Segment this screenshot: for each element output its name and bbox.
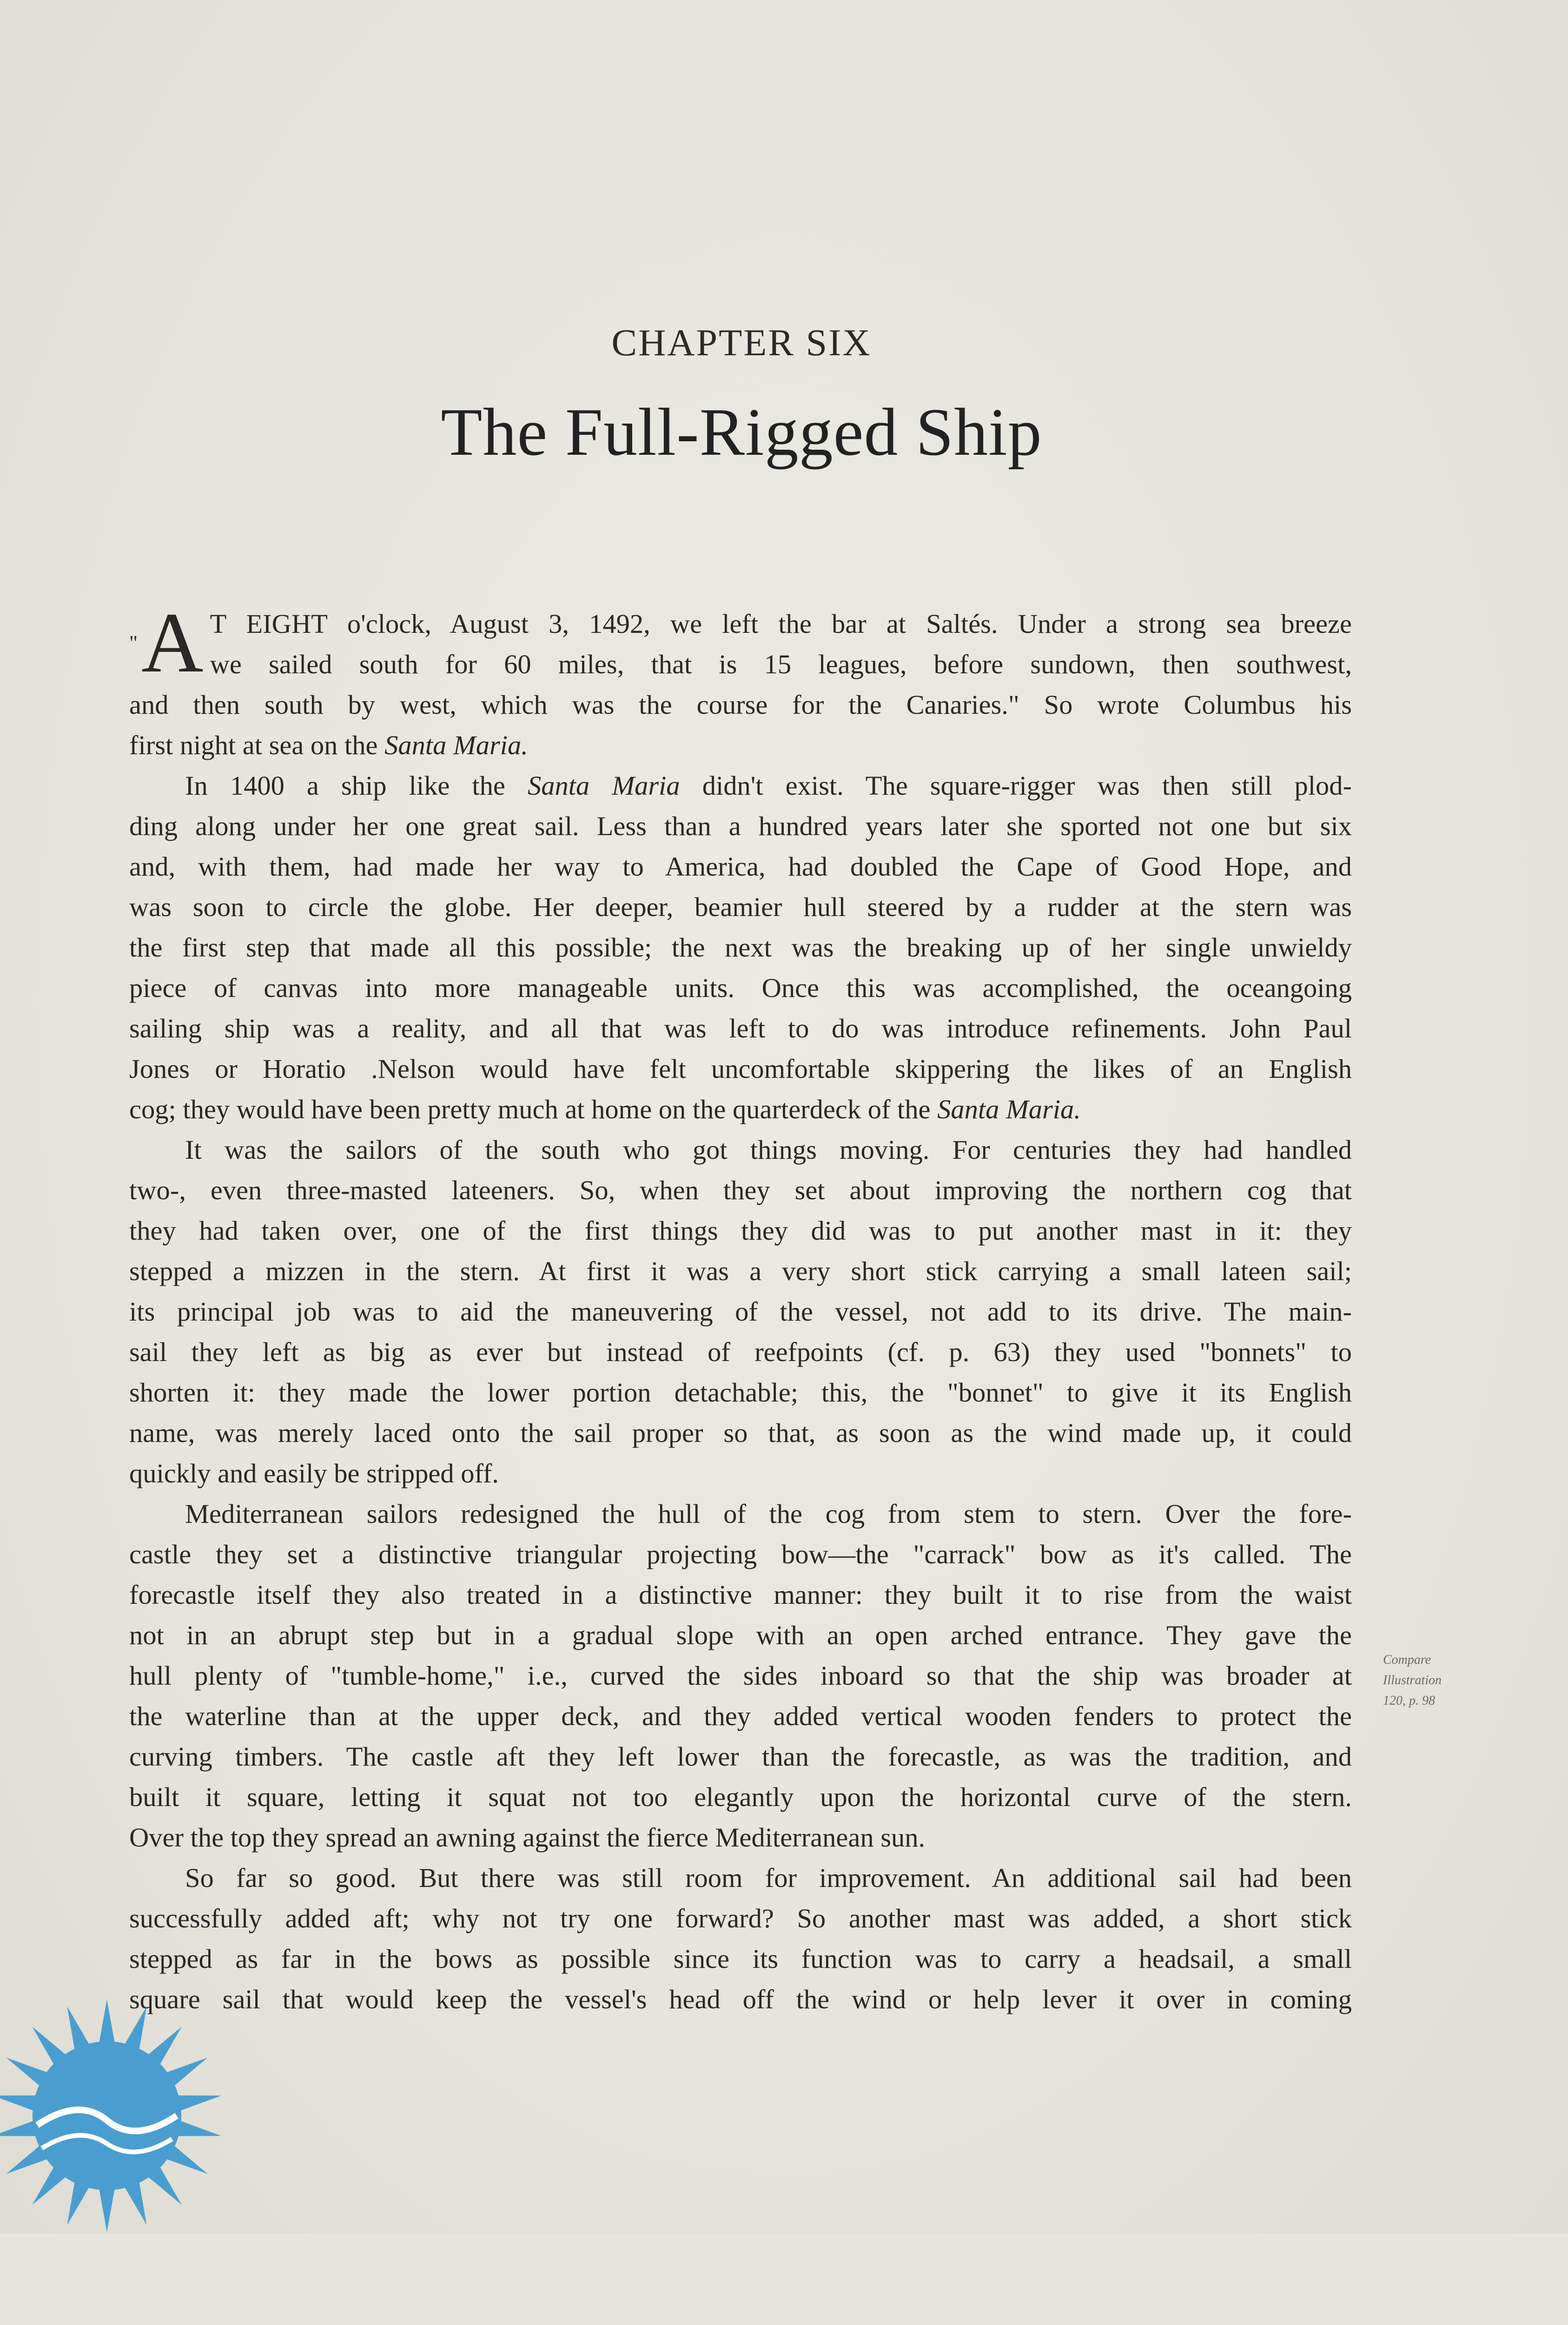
text-line: stepped a mizzen in the stern. At first it was a very short stick carrying a small lateen sail; <box>129 1256 1352 1286</box>
chapter-label: CHAPTER SIX <box>611 321 872 364</box>
body-text <box>129 595 1352 2019</box>
text-line: In 1400 a ship like the Santa Maria didn't exist. The square-rigger was then still plod- <box>185 771 1352 801</box>
ship-name: Santa Maria. <box>384 730 528 760</box>
watermark <box>0 1976 1568 2234</box>
text-line: square sail that would keep the vessel's head off the wind or help lever it over in coming <box>129 1984 1352 2014</box>
text-line: and then south by west, which was the course for the Canaries." So wrote Columbus his <box>129 690 1352 720</box>
text-line: T EIGHT o'clock, August 3, 1492, we left the bar at Saltés. Under a strong sea breeze <box>210 609 1352 639</box>
text-line: piece of canvas into more manageable units. Once this was accomplished, the oceangoing <box>129 973 1352 1003</box>
paragraph-4 <box>129 1494 1352 1858</box>
paragraph-2 <box>129 765 1352 1129</box>
text-line: forecastle itself they also treated in a distinctive manner: they built it to rise from the waist <box>129 1580 1352 1610</box>
text-line: the waterline than at the upper deck, and they added vertical wooden fenders to protect the <box>129 1701 1352 1731</box>
text-line: So far so good. But there was still room for improvement. An additional sail had been <box>185 1863 1352 1893</box>
paragraph-3 <box>129 1129 1352 1494</box>
text-line: name, was merely laced onto the sail proper so that, as soon as the wind made up, it could <box>129 1418 1352 1448</box>
text-line: we sailed south for 60 miles, that is 15 leagues, before sundown, then southwest, <box>210 649 1352 679</box>
text-line: cog; they would have been pretty much at home on the quarterdeck of the Santa Maria. <box>129 1094 1081 1124</box>
ship-name: Santa Maria <box>528 771 680 801</box>
text-line: not in an abrupt step but in a gradual slope with an open arched entrance. They gave the <box>129 1620 1352 1650</box>
margin-note <box>1383 1650 1476 1711</box>
paragraph-1 <box>129 595 1352 765</box>
text-line: It was the sailors of the south who got things moving. For centuries they had handled <box>185 1135 1352 1165</box>
text-line: two-, even three-masted lateeners. So, when they set about improving the northern cog that <box>129 1175 1352 1205</box>
sun-logo-icon <box>0 1976 242 2234</box>
text-line: curving timbers. The castle aft they left lower than the forecastle, as was the tradition, and <box>129 1741 1352 1772</box>
text-line: they had taken over, one of the first things they did was to put another mast in it: they <box>129 1216 1352 1246</box>
text-line: the first step that made all this possible; the next was the breaking up of her single unwieldy <box>129 932 1352 963</box>
text-line: successfully added aft; why not try one forward? So another mast was added, a short stick <box>129 1903 1352 1933</box>
text-line: Over the top they spread an awning against the fierce Mediterranean sun. <box>129 1822 926 1853</box>
text-line: first night at sea on the Santa Maria. <box>129 730 528 760</box>
text-line: Jones or Horatio .Nelson would have felt uncomfortable skippering the likes of an English <box>129 1054 1352 1084</box>
text-line: shorten it: they made the lower portion detachable; this, the "bonnet" to give it its English <box>129 1377 1352 1408</box>
text-line: sail they left as big as ever but instead of reefpoints (cf. p. 63) they used "bonnets" to <box>129 1337 1352 1367</box>
text-line: built it square, letting it squat not too elegantly upon the horizontal curve of the stern. <box>129 1782 1352 1812</box>
text-line: castle they set a distinctive triangular projecting bow—the "carrack" bow as it's called. The <box>129 1539 1352 1569</box>
drop-cap: "A <box>129 595 204 691</box>
margin-note-line: 120, p. 98 <box>1383 1694 1435 1708</box>
text-line: stepped as far in the bows as possible since its function was to carry a headsail, a small <box>129 1944 1352 1974</box>
text-line: quickly and easily be stripped off. <box>129 1458 499 1488</box>
ship-name: Santa Maria. <box>937 1094 1081 1124</box>
text-line: was soon to circle the globe. Her deeper, beamier hull steered by a rudder at the stern was <box>129 892 1352 922</box>
margin-note-line: Compare <box>1383 1653 1431 1667</box>
open-quote-mark: " <box>129 631 138 654</box>
text-line: ding along under her one great sail. Less than a hundred years later she sported not one but six <box>129 811 1352 841</box>
text-line: Mediterranean sailors redesigned the hull of the cog from stem to stern. Over the fore- <box>185 1499 1352 1529</box>
text-line: and, with them, had made her way to America, had doubled the Cape of Good Hope, and <box>129 851 1352 882</box>
text-line: hull plenty of "tumble-home," i.e., curved the sides inboard so that the ship was broader at <box>129 1661 1352 1691</box>
text-line: sailing ship was a reality, and all that was left to do was introduce refinements. John Paul <box>129 1013 1352 1043</box>
chapter-title: The Full-Rigged Ship <box>441 394 1042 470</box>
text-line: its principal job was to aid the maneuvering of the vessel, not add to its drive. The main- <box>129 1296 1352 1327</box>
margin-note-line: Illustration <box>1383 1673 1442 1687</box>
